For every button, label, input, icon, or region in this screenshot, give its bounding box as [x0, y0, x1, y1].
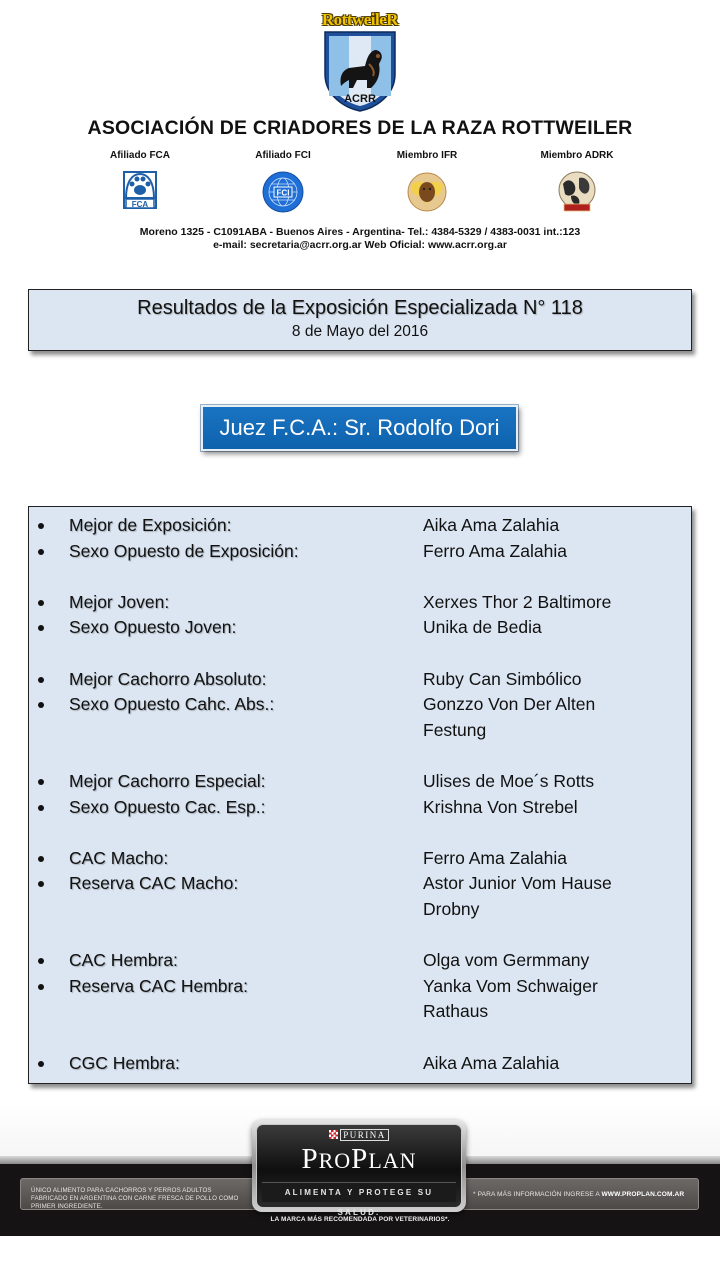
purina-checkerboard-icon [329, 1130, 338, 1139]
category-label: Mejor de Exposición: [69, 515, 232, 535]
contact-address [0, 226, 720, 252]
wordmark-part: RO [318, 1148, 352, 1173]
purina-wordmark: PURINA [340, 1129, 389, 1141]
bullet-icon [38, 677, 44, 683]
list-item [29, 615, 689, 641]
purina-brand [257, 1130, 461, 1140]
winner-name: Xerxes Thor 2 Baltimore [423, 592, 612, 612]
affiliation-fca [80, 150, 200, 216]
winner-name: Olga vom Germmany [423, 950, 590, 970]
winner-name: Astor Junior Vom Hause [423, 873, 612, 893]
category-label: Sexo Opuesto Cac. Esp.: [69, 797, 266, 817]
page-title: Resultados de la Exposición Especializada N° 118 [137, 297, 583, 319]
judge-banner [201, 405, 518, 451]
results-list [28, 506, 692, 1084]
bullet-icon [38, 523, 44, 529]
affiliation-label: Afiliado FCI [255, 150, 311, 161]
winner-name: Ruby Can Simbólico [423, 669, 582, 689]
winner-name: Unika de Bedia [423, 617, 542, 637]
list-item [29, 871, 689, 897]
list-item [29, 795, 689, 821]
affiliation-label: Miembro ADRK [540, 150, 614, 161]
winner-name: Ferro Ama Zalahia [423, 541, 567, 561]
list-item [29, 513, 689, 539]
info-link-text [462, 1178, 699, 1210]
svg-text:FCI: FCI [276, 188, 290, 198]
list-item [29, 539, 689, 565]
bullet-icon [38, 984, 44, 990]
recommendation-text: LA MARCA MÁS RECOMENDADA POR VETERINARIOS*. [270, 1216, 450, 1223]
category-label: CGC Hembra: [69, 1053, 180, 1073]
ifr-globe-icon [405, 168, 449, 216]
wordmark-part: P [351, 1143, 369, 1175]
wordmark-part: P [301, 1143, 319, 1175]
bullet-icon [38, 856, 44, 862]
adrk-globe-icon [555, 168, 599, 216]
winner-name: Ulises de Moe´s Rotts [423, 771, 595, 791]
fca-paw-icon [118, 168, 162, 216]
proplan-sponsor-banner [0, 1104, 720, 1236]
info-prefix: * PARA MÁS INFORMACIÓN INGRESE A [473, 1191, 602, 1198]
list-item-continuation [29, 897, 689, 923]
judge-label: Juez F.C.A.: Sr. Rodolfo Dori [219, 415, 500, 440]
list-item [29, 590, 689, 616]
category-label: Mejor Cachorro Especial: [69, 771, 266, 791]
winner-name: Aika Ama Zalahia [423, 515, 560, 535]
fci-globe-icon [261, 168, 305, 216]
affiliation-fci [223, 150, 343, 216]
results-title-box [28, 289, 692, 351]
address-line: Moreno 1325 - C1091ABA - Buenos Aires - Argentina- Tel.: 4384-5329 / 4383-0031 int.:123 [139, 226, 581, 238]
organization-name: ASOCIACIÓN DE CRIADORES DE LA RAZA ROTTWEILER [87, 117, 633, 139]
bullet-icon [38, 702, 44, 708]
list-item [29, 948, 689, 974]
affiliations-row [80, 150, 640, 218]
winner-name: Yanka Vom Schwaiger [423, 976, 598, 996]
bullet-icon [38, 779, 44, 785]
bullet-icon [38, 600, 44, 606]
proplan-logo-inner [256, 1124, 462, 1217]
category-label: Sexo Opuesto Cahc. Abs.: [69, 694, 275, 714]
proplan-slogan: ALIMENTA Y PROTEGE SU SALUD. [262, 1182, 456, 1202]
category-label: Sexo Opuesto Joven: [69, 617, 237, 637]
list-item [29, 667, 689, 693]
affiliation-label: Afiliado FCA [110, 150, 170, 161]
proplan-url: WWW.PROPLAN.COM.AR [601, 1191, 685, 1198]
bullet-icon [38, 625, 44, 631]
category-label: Mejor Joven: [69, 592, 170, 612]
wordmark-part: LAN [368, 1148, 417, 1173]
affiliation-ifr [367, 150, 487, 216]
winner-name: Krishna Von Strebel [423, 797, 578, 817]
bullet-icon [38, 1061, 44, 1067]
list-item [29, 846, 689, 872]
event-date: 8 de Mayo del 2016 [291, 323, 429, 340]
proplan-logo [252, 1120, 466, 1217]
rottweiler-shield-icon [323, 30, 397, 112]
winner-name: Ferro Ama Zalahia [423, 848, 567, 868]
category-label: CAC Hembra: [69, 950, 178, 970]
product-claim: ÚNICO ALIMENTO PARA CACHORROS Y PERROS ADULTOS FABRICADO EN ARGENTINA CON CARNE FRESCA DE POLLO COMO PRIMER INGREDIENTE. [20, 1178, 260, 1210]
list-item-continuation [29, 999, 689, 1025]
bullet-icon [38, 549, 44, 555]
acrr-logo [319, 8, 401, 108]
winner-name-continued: Rathaus [423, 1001, 489, 1021]
list-item [29, 769, 689, 795]
category-label: Reserva CAC Hembra: [69, 976, 248, 996]
bullet-icon [38, 958, 44, 964]
category-label: CAC Macho: [69, 848, 169, 868]
logo-title: RottweileR [321, 10, 399, 29]
bullet-icon [38, 805, 44, 811]
list-item-continuation [29, 718, 689, 744]
list-item [29, 974, 689, 1000]
winner-name-continued: Festung [423, 720, 487, 740]
proplan-wordmark [257, 1143, 461, 1176]
category-label: Sexo Opuesto de Exposición: [69, 541, 299, 561]
affiliation-label: Miembro IFR [396, 150, 458, 161]
bullet-icon [38, 881, 44, 887]
winner-name: Aika Ama Zalahia [423, 1053, 560, 1073]
svg-text:FCA: FCA [131, 200, 149, 209]
list-item [29, 1051, 689, 1077]
svg-text:ACRR: ACRR [344, 93, 376, 105]
winner-name: Gonzzo Von Der Alten [423, 694, 596, 714]
affiliation-adrk [517, 150, 637, 216]
winner-name-continued: Drobny [423, 899, 480, 919]
contact-line: e-mail: secretaria@acrr.org.ar Web Oficial: www.acrr.org.ar [213, 239, 507, 251]
list-item [29, 692, 689, 718]
category-label: Mejor Cachorro Absoluto: [69, 669, 267, 689]
category-label: Reserva CAC Macho: [69, 873, 239, 893]
